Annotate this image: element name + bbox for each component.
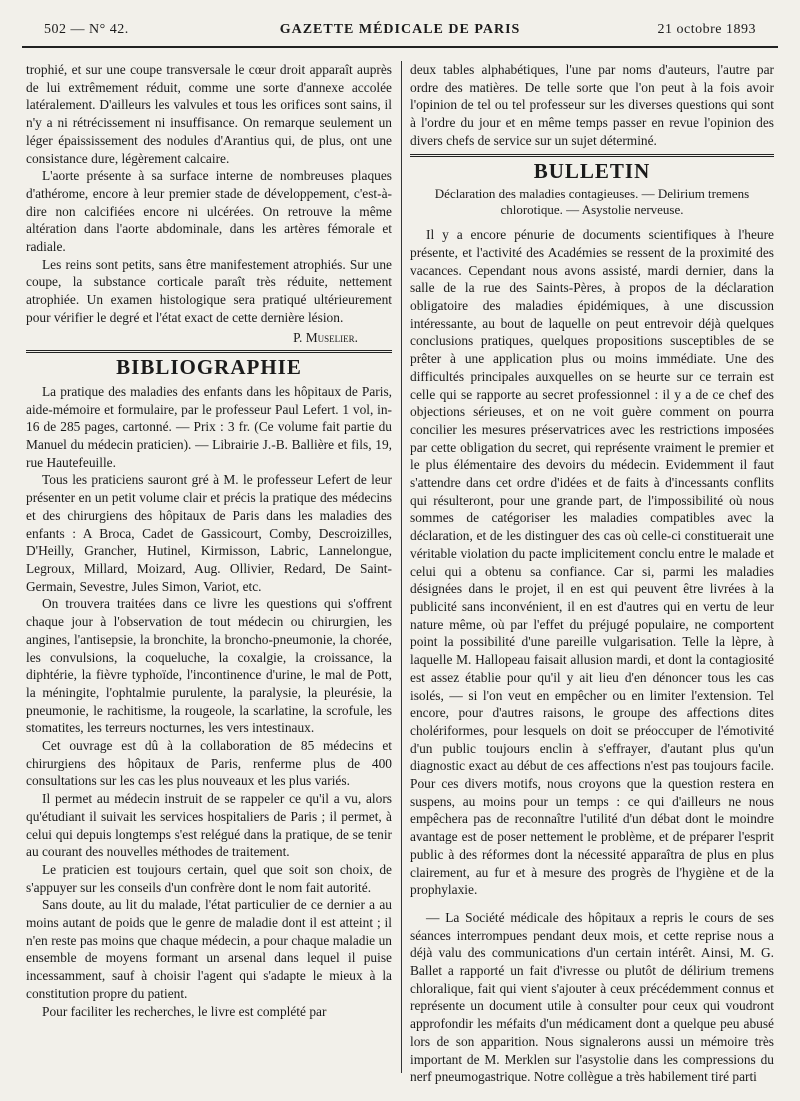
review-paragraph: Tous les praticiens sauront gré à M. le professeur Lefert de leur présenter en un petit volume clair et précis la pratique des médecins et des chirurgiens des hôpitaux de Paris dans les maladies des enfants : A Broca, Cadet de Gassicourt, Comby, Descroizilles, D'Heilly, Grancher, Hutinel, Kirmisson, Labric, Lannelongue, Legroux, Millard, Moizard, Aug. Ollivier, Redard, De Saint-Germain, Sevestre, Jules Simon, Variot, etc.	[26, 472, 392, 594]
right-column	[410, 61, 774, 1086]
review-paragraph: Sans doute, au lit du malade, l'état particulier de ce dernier a au moins autant de poids que le genre de maladie dont il est atteint ; il n'en reste pas moins que chaque médecin, a pour chaque maladie un ensemble de moyens formant un arsenal dans lequel il puise incessamment, sauf à choisir l'agent qui s'adapte le mieux à la constitution propre du patient.	[26, 897, 392, 1001]
column-separator	[401, 61, 402, 1073]
bibliography-heading: BIBLIOGRAPHIE	[116, 355, 302, 380]
page-header	[44, 18, 756, 44]
book-entry: La pratique des maladies des enfants dans les hôpitaux de Paris, aide-mémoire et formulaire, par le professeur Paul Lefert. 1 vol, in-16 de 285 pages, cartonné. — Prix : 3 fr. (Ce volume fait partie du Manuel du médecin praticien). — Librairie J.-B. Ballière et fils, 19, rue Hautefeuille.	[26, 383, 392, 470]
review-paragraph: Pour faciliter les recherches, le livre est complété par	[42, 1003, 327, 1019]
section-divider	[26, 350, 392, 353]
review-paragraph: Il permet au médecin instruit de se rappeler ce qu'il a vu, alors qu'étudiant il suivait les services hospitaliers de Paris ; il permet, à celui qui depuis longtemps s'est relégué dans la pratique, de se tenir au courant des nouvelles méthodes de traitement.	[26, 791, 392, 860]
bulletin-heading: BULLETIN	[533, 158, 651, 183]
section-divider	[410, 154, 774, 157]
review-paragraph: Le praticien est toujours certain, quel que soit son choix, de s'appuyer sur les conseils d'un confrère dont le nom fait autorité.	[26, 861, 392, 895]
left-column	[26, 61, 392, 1020]
issue-date: 21 octobre 1893	[657, 22, 756, 37]
review-paragraph: On trouvera traitées dans ce livre les questions qui s'offrent chaque jour à l'observation de tout médecin ou chirurgien, les angines, l'antisepsie, la bronchite, la broncho-pneumonie, la chorée, les convulsions, la coqueluche, la coxalgie, la croissance, la diphtérie, la fièvre typhoïde, l'incontinence d'urine, le mal de Pott, la méningite, l'ophtalmie purulente, la paralysie, la pleurésie, la pneumonie, le rachitisme, la rougeole, la scarlatine, la scrofule, les stomatites, les terreurs nocturnes, les vers intestinaux.	[26, 596, 392, 736]
bulletin-subheading: Déclaration des maladies contagieuses. — Delirium tremens chlorotique. — Asystolie nerveuse.	[434, 186, 750, 218]
bulletin-paragraph: Il y a encore pénurie de documents scientifiques à l'heure présente, et l'activité des Académies se ressent de la proximité des vacances. Cependant nous avons assisté, mardi dernier, dans la salle de la rue des Saints-Pères, à propos de la déclaration obligatoire des maladies épidémiques, à une discussion intéressante, au bout de laquelle on peut entrevoir déjà quelques conclusions pratiques, quelques propositions susceptibles de se prêter à une application plus ou moins immédiate. Une des difficultés principales auxquelles on se heurte sur ce terrain est celle qui se rapporte au secret professionnel : il y a de ce chef des objections sérieuses, et on ne voit guère comment on pourra concilier les mesures préservatrices avec les restrictions imposées par cette obligation du secret, qui représente vraiment le premier et le plus élémentaire des devoirs du médecin. Evidemment il faut s'attendre dans cet ordre d'idées et de faits à d'incessants conflits qui résulteront, pour une grande part, de l'impossibilité où nous sommes de catégoriser les maladies compatibles avec la déclaration, et de les distinguer des cas où celle-ci constituerait une véritable violation du pacte implicitement conclu entre le malade et celui qui a obtenu sa confiance. Car si, parmi les maladies désignées dans le projet, il en est qui peuvent être livrées à la publicité sans inconvénient, il en est d'autres qui en vertu de leur nature même, où par l'effet du préjugé populaire, ne comportent point la possibilité d'une pareille vulgarisation. Telle la lèpre, à laquelle M. Hallopeau faisait allusion mardi, et dont la contagiosité est assez établie pour qu'il y ait lieu d'en dénoncer tous les cas isolés, — si l'on veut en empêcher ou en limiter l'extension. Tel encore, pour d'autres raisons, le groupe des affections dites cholériformes, pour lesquels on doit se préoccuper de l'émotivité d'un public toujours enclin à s'effrayer, d'autant plus qu'un diagnostic exact au début de ces affections n'est pas toujours facile. Pour ces divers motifs, nous croyons que la question restera en suspens, au moins pour un temps : ce qui d'ailleurs ne nous empêchera pas de reconnaître l'utilité d'un débat dont le moindre avantage est de poser nettement le problème, et de préparer l'esprit public à des réformes dont la nécessité apparaîtra de plus en plus clairement, au fur et à mesure des progrès de l'hygiène et de la prophylaxie.	[410, 227, 774, 898]
bulletin-paragraph: — La Société médicale des hôpitaux a repris le cours de ses séances interrompues pendant deux mois, et cette reprise nous a déjà valu des communications d'un certain intérêt. Ainsi, M. G. Ballet a rapporté un fait d'ivresse ou plutôt de délirium tremens chloralique, fait qui vient s'ajouter à ceux précédemment connus et représente un document utile à consulter pour ceux qui voudront approfondir les méfaits d'un médicament dont a quelque peu abusé lors de son apparition. Nous signalerons aussi un mémoire très important de M. Merklen sur l'asystolie dans les compressions du nerf pneumogastrique. Notre collègue a très habilement tiré parti	[410, 909, 774, 1085]
review-continuation: deux tables alphabétiques, l'une par noms d'auteurs, l'autre par ordre des matières. De telle sorte que l'on peut à la fois avoir l'opinion de tel ou tel professeur sur les diverses questions qui sont à l'ordre du jour et en même temps passer en revue l'opinion des divers chefs de service sur un sujet déterminé.	[410, 62, 774, 148]
header-rule	[22, 46, 778, 48]
page-number: 502 — N° 42.	[44, 22, 129, 37]
autopsy-paragraph-heart: trophié, et sur une coupe transversale le cœur droit apparaît auprès de lui extrêmement réduit, comme une sorte d'annexe accolée latéralement. D'ailleurs les valvules et tous les orifices sont sains, il n'y a ni rétrécissement ni insuffisance. On remarque seulement un léger épaississement des nodules d'Arantius qui, de plus, ont une consistance dure, légèrement calcaire.	[26, 62, 392, 166]
autopsy-paragraph-kidneys: Les reins sont petits, sans être manifestement atrophiés. Sur une coupe, la substance corticale paraît très réduite, nettement atrophiée. Un examen histologique sera pratiqué ultérieurement pour vérifier le degré et l'état exact de cette dernière lésion.	[26, 256, 392, 325]
review-paragraph: Cet ouvrage est dû à la collaboration de 85 médecins et chirurgiens des hôpitaux de Paris, renferme plus de 400 consultations sur les cas les plus nouveaux et les plus variés.	[26, 738, 392, 789]
author-signature: P. Muselier.	[293, 329, 358, 345]
autopsy-paragraph-aorta: L'aorte présente à sa surface interne de nombreuses plaques d'athérome, encore à leur premier stade de développement, c'est-à-dire non calcifiées encore ni ulcérées. On retrouve la même altération dans l'aorte abdominale, dans les artères fémorale et radiale.	[26, 168, 392, 255]
journal-title: GAZETTE MÉDICALE DE PARIS	[279, 22, 521, 37]
